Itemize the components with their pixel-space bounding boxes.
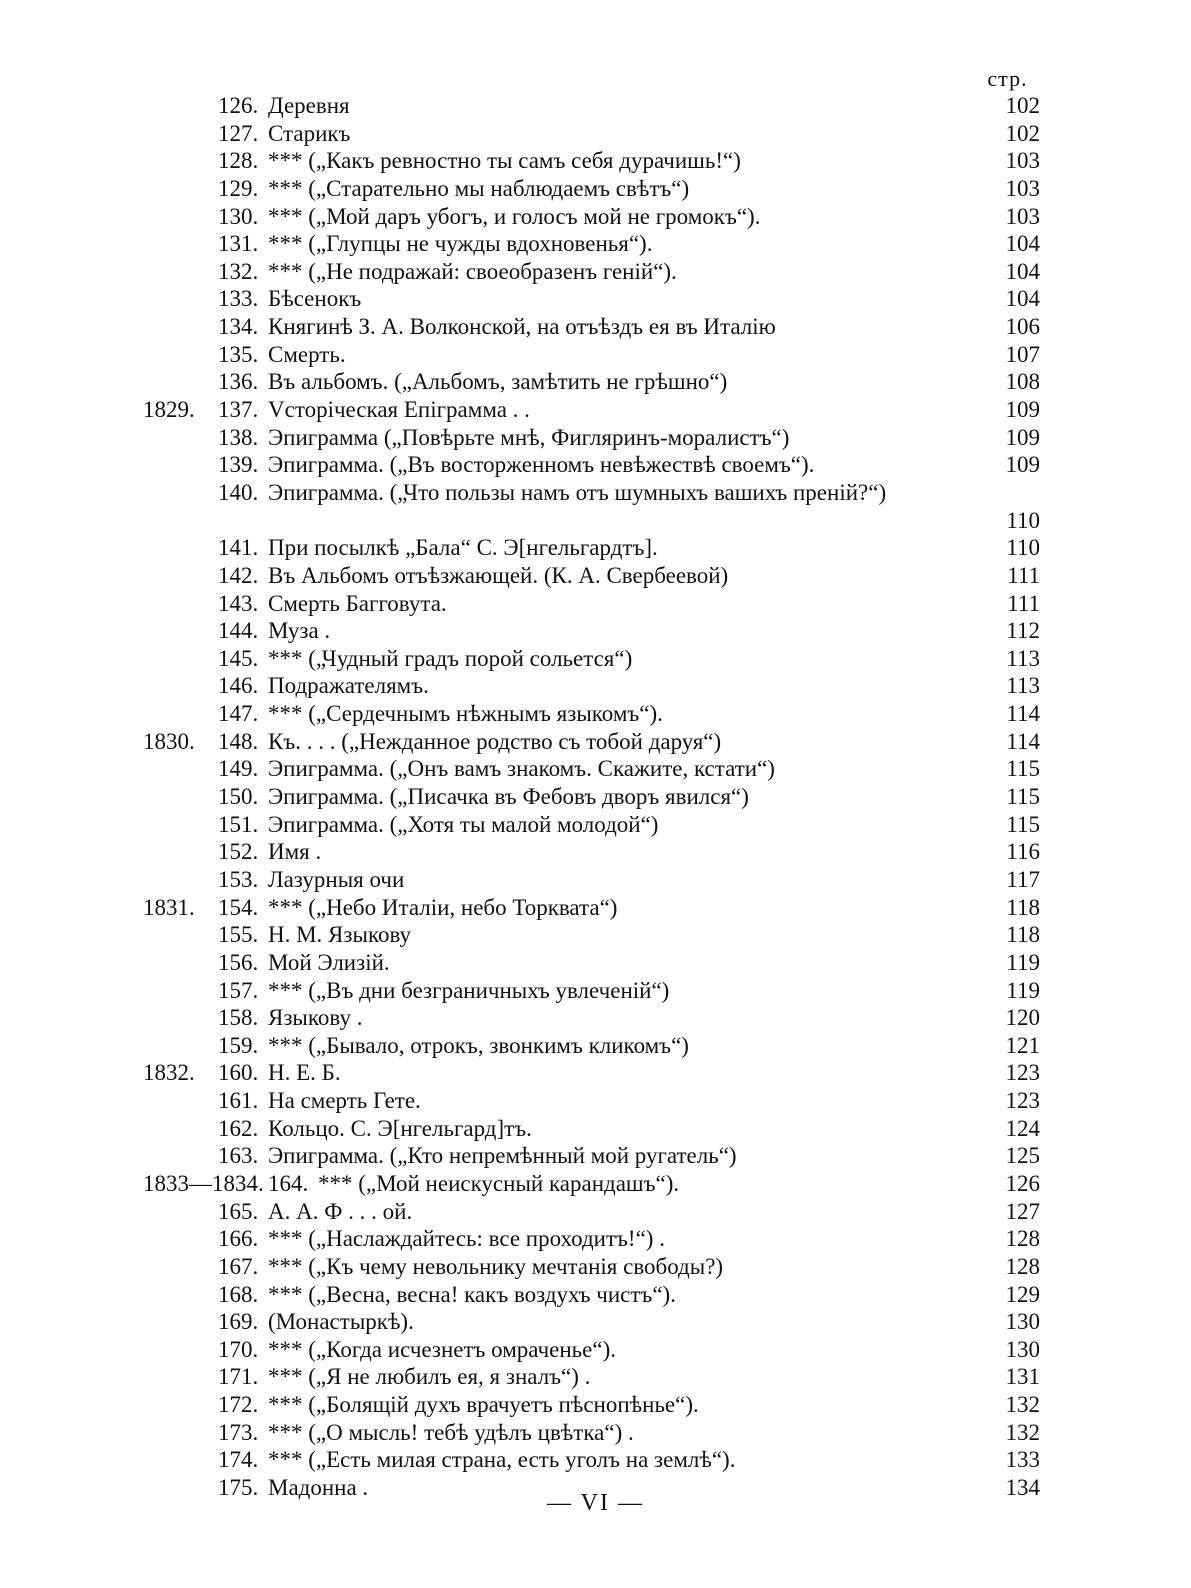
entry-title: При посылкѣ „Бала“ С. Э[нгельгардтъ]. xyxy=(268,535,658,561)
entry-year: 1832. xyxy=(143,1060,195,1086)
entry-number: 165. xyxy=(218,1198,259,1224)
entry-title: *** („Мой неискусный карандашъ“). xyxy=(318,1171,680,1196)
entry-title: Лазурныя очи xyxy=(268,866,405,892)
entry-number: 153. xyxy=(218,866,259,892)
toc-entry xyxy=(0,1363,1191,1391)
entry-number: 169. xyxy=(218,1309,259,1335)
toc-entry xyxy=(0,451,1191,479)
entry-number: 162. xyxy=(218,1115,259,1141)
entry-number: 140. xyxy=(218,479,259,505)
entry-title: Н. М. Языкову xyxy=(268,922,412,948)
toc-entry xyxy=(0,230,1191,258)
entry-number: 154. xyxy=(218,894,259,920)
entry-page-number: 133 xyxy=(1005,1447,1040,1473)
entry-page-number: 119 xyxy=(1006,977,1040,1003)
entry-number: 141. xyxy=(218,535,259,561)
toc-list xyxy=(0,92,1191,1502)
entry-number: 172. xyxy=(218,1392,259,1418)
entry-title: *** („Къ чему невольнику мечтанія свободы?) xyxy=(268,1253,724,1279)
entry-title: *** („Когда исчезнетъ омраченье“). xyxy=(268,1336,616,1362)
entry-page-number: 114 xyxy=(1006,728,1040,754)
toc-entry xyxy=(0,1225,1191,1253)
entry-page-number: 115 xyxy=(1006,784,1040,810)
entry-page-number: 110 xyxy=(1006,507,1040,533)
entry-page-number: 103 xyxy=(1005,175,1040,201)
entry-page-number: 123 xyxy=(1005,1060,1040,1086)
toc-entry xyxy=(0,1336,1191,1364)
entry-title: *** („Весна, весна! какъ воздухъ чистъ“). xyxy=(268,1281,676,1307)
toc-entry xyxy=(0,120,1191,148)
entry-number: 146. xyxy=(218,673,259,699)
toc-entry xyxy=(0,866,1191,894)
entry-page-number: 112 xyxy=(1006,618,1040,644)
entry-page-number: 103 xyxy=(1005,148,1040,174)
entry-number: 138. xyxy=(218,424,259,450)
entry-title: *** („Сердечнымъ нѣжнымъ языкомъ“). xyxy=(268,701,663,727)
entry-page-number: 124 xyxy=(1005,1115,1040,1141)
entry-page-number: 109 xyxy=(1005,397,1040,423)
toc-entry xyxy=(0,645,1191,673)
entry-number: 168. xyxy=(218,1281,259,1307)
entry-title: *** („О мысль! тебѣ удѣлъ цвѣтка“) . xyxy=(268,1419,634,1445)
toc-entry xyxy=(0,203,1191,231)
entry-title: Vсторіческая Епіграмма . . xyxy=(268,397,530,423)
entry-number: 139. xyxy=(218,452,259,478)
entry-title: Эпиграмма. („Писачка въ Фебовъ дворъ явился“) xyxy=(268,784,749,810)
entry-page-number: 109 xyxy=(1005,424,1040,450)
entry-title: *** („Не подражай: своеобразенъ геній“). xyxy=(268,258,677,284)
entry-title: *** („Наслаждайтесь: все проходитъ!“) . xyxy=(268,1226,665,1252)
entry-title: *** („Старательно мы наблюдаемъ свѣтъ“) xyxy=(268,175,690,201)
toc-entry xyxy=(0,562,1191,590)
entry-page-number: 102 xyxy=(1005,120,1040,146)
entry-number: 134. xyxy=(218,314,259,340)
page-column-label: стр. xyxy=(987,66,1028,91)
entry-number: 160. xyxy=(218,1060,259,1086)
entry-page-number: 119 xyxy=(1006,949,1040,975)
toc-entry xyxy=(0,1446,1191,1474)
entry-title: Смерть. xyxy=(268,341,346,367)
entry-title: Смерть Багговута. xyxy=(268,590,447,616)
entry-title: *** („Небо Италіи, небо Торквата“) xyxy=(268,894,618,920)
toc-entry xyxy=(0,949,1191,977)
entry-number: 163. xyxy=(218,1143,259,1169)
entry-page-number: 132 xyxy=(1005,1392,1040,1418)
entry-title: Кольцо. С. Э[нгельгард]тъ. xyxy=(268,1115,532,1141)
entry-title: Старикъ xyxy=(268,120,351,146)
entry-title: Мадонна . xyxy=(268,1475,369,1501)
entry-page-number: 129 xyxy=(1005,1281,1040,1307)
entry-title: *** („Бывало, отрокъ, звонкимъ кликомъ“) xyxy=(268,1032,689,1058)
entry-page-number: 110 xyxy=(1006,535,1040,561)
entry-number: 143. xyxy=(218,590,259,616)
entry-title: Муза . xyxy=(268,618,331,644)
toc-entry xyxy=(0,175,1191,203)
toc-entry xyxy=(0,92,1191,120)
entry-page-number: 109 xyxy=(1005,452,1040,478)
entry-number: 130. xyxy=(218,203,259,229)
entry-title: Княгинѣ З. А. Волконской, на отъѣздъ ея въ Италію xyxy=(268,314,776,340)
entry-number: 159. xyxy=(218,1032,259,1058)
toc-entry xyxy=(0,258,1191,286)
toc-entry xyxy=(0,1281,1191,1309)
entry-number: 164. xyxy=(268,1171,309,1196)
entry-title: Въ альбомъ. („Альбомъ, замѣтить не грѣшно“) xyxy=(268,369,728,395)
entry-year: 1831. xyxy=(143,894,195,920)
entry-page-number: 104 xyxy=(1005,286,1040,312)
entry-title: Подражателямъ. xyxy=(268,673,429,699)
entry-page-number: 126 xyxy=(1005,1171,1040,1196)
entry-number: 132. xyxy=(218,258,259,284)
entry-title: *** („Какъ ревностно ты самъ себя дурачишь!“) xyxy=(268,148,741,174)
entry-number: 145. xyxy=(218,645,259,671)
toc-entry xyxy=(0,147,1191,175)
page-folio: — VI — xyxy=(547,1490,644,1516)
entry-page-number: 127 xyxy=(1005,1198,1040,1224)
entry-title: Эпиграмма. („Кто непремѣнный мой ругатель“) xyxy=(268,1143,737,1169)
entry-page-number: 118 xyxy=(1006,894,1040,920)
toc-entry xyxy=(0,1032,1191,1060)
entry-title: Въ Альбомъ отъѣзжающей. (К. А. Свербеевой) xyxy=(268,562,729,588)
entry-number: 137. xyxy=(218,397,259,423)
entry-number: 155. xyxy=(218,922,259,948)
entry-title: Эпиграмма („Повѣрьте мнѣ, Фигляринъ-моралистъ“) xyxy=(268,424,790,450)
entry-title: Бѣсенокъ xyxy=(268,286,362,312)
entry-number: 133. xyxy=(218,286,259,312)
entry-page-number: 130 xyxy=(1005,1336,1040,1362)
entry-title: *** („Чудный градъ порой сольется“) xyxy=(268,645,633,671)
entry-number: 156. xyxy=(218,949,259,975)
entry-title: Къ. . . . („Нежданное родство съ тобой даруя“) xyxy=(268,728,722,754)
entry-number: 149. xyxy=(218,756,259,782)
entry-number: 170. xyxy=(218,1336,259,1362)
toc-entry xyxy=(0,1004,1191,1032)
entry-page-number: 128 xyxy=(1005,1226,1040,1252)
entry-title: Эпиграмма. („Что пользы намъ отъ шумныхъ вашихъ преній?“) xyxy=(268,479,887,505)
entry-year: 1830. xyxy=(143,728,195,754)
toc-entry xyxy=(0,838,1191,866)
entry-title: Эпиграмма. („Хотя ты малой молодой“) xyxy=(268,811,659,837)
entry-page-number: 102 xyxy=(1005,93,1040,118)
entry-number: 147. xyxy=(218,701,259,727)
entry-number: 161. xyxy=(218,1088,259,1114)
entry-number: 157. xyxy=(218,977,259,1003)
entry-page-number: 108 xyxy=(1005,369,1040,395)
toc-entry xyxy=(0,617,1191,645)
toc-entry xyxy=(0,396,1191,424)
entry-page-number: 113 xyxy=(1006,645,1040,671)
entry-number: 158. xyxy=(218,1005,259,1031)
toc-entry xyxy=(0,728,1191,756)
toc-entry xyxy=(0,368,1191,396)
entry-number: 131. xyxy=(218,231,259,257)
entry-number: 150. xyxy=(218,784,259,810)
toc-entry xyxy=(0,977,1191,1005)
entry-title: *** („Въ дни безграничныхъ увлеченій“) xyxy=(268,977,670,1003)
entry-page-number: 120 xyxy=(1005,1005,1040,1031)
entry-page-number: 116 xyxy=(1006,839,1040,865)
entry-page-number: 103 xyxy=(1005,203,1040,229)
toc-entry xyxy=(0,1115,1191,1143)
entry-year: 1829. xyxy=(143,397,195,423)
entry-page-number: 107 xyxy=(1005,341,1040,367)
entry-number: 136. xyxy=(218,369,259,395)
entry-page-number: 117 xyxy=(1006,866,1040,892)
toc-entry xyxy=(0,1419,1191,1447)
entry-page-number: 128 xyxy=(1005,1253,1040,1279)
entry-page-number: 115 xyxy=(1006,756,1040,782)
entry-title: Н. Е. Б. xyxy=(268,1060,341,1086)
entry-number: 128. xyxy=(218,148,259,174)
entry-title: А. А. Ф . . . ой. xyxy=(268,1198,413,1224)
entry-number: 135. xyxy=(218,341,259,367)
toc-entry xyxy=(0,1198,1191,1226)
toc-entry xyxy=(0,921,1191,949)
toc-entry xyxy=(0,285,1191,313)
entry-number: 144. xyxy=(218,618,259,644)
entry-number: 148. xyxy=(218,728,259,754)
toc-entry xyxy=(0,1142,1191,1170)
entry-title: *** („Болящій духъ врачуетъ пѣснопѣнье“). xyxy=(268,1392,699,1418)
entry-number: 151. xyxy=(218,811,259,837)
toc-entry xyxy=(0,1308,1191,1336)
entry-number: 127. xyxy=(218,120,259,146)
toc-entry xyxy=(0,534,1191,562)
toc-entry xyxy=(0,341,1191,369)
toc-entry xyxy=(0,672,1191,700)
entry-number: 171. xyxy=(218,1364,259,1390)
toc-entry xyxy=(0,479,1191,534)
entry-page-number: 125 xyxy=(1005,1143,1040,1169)
toc-entry xyxy=(0,1391,1191,1419)
entry-title: *** („Я не любилъ ея, я зналъ“) . xyxy=(268,1364,591,1390)
toc-entry xyxy=(0,700,1191,728)
toc-entry xyxy=(0,755,1191,783)
entry-number: 152. xyxy=(218,839,259,865)
toc-entry xyxy=(0,1170,1191,1198)
entry-number: 126. xyxy=(218,93,259,118)
entry-title: На смерть Гете. xyxy=(268,1088,421,1114)
toc-entry xyxy=(0,1087,1191,1115)
entry-title: Эпиграмма. („Онъ вамъ знакомъ. Скажите, кстати“) xyxy=(268,756,775,782)
entry-page-number: 134 xyxy=(1005,1475,1040,1501)
entry-page-number: 104 xyxy=(1005,258,1040,284)
entry-page-number: 114 xyxy=(1006,701,1040,727)
toc-entry xyxy=(0,811,1191,839)
entry-title: *** („Есть милая страна, есть уголъ на землѣ“). xyxy=(268,1447,736,1473)
entry-page-number: 106 xyxy=(1005,314,1040,340)
toc-entry xyxy=(0,590,1191,618)
entry-number: 175. xyxy=(218,1475,259,1501)
entry-page-number: 130 xyxy=(1005,1309,1040,1335)
entry-title: (Монастыркѣ). xyxy=(268,1309,414,1335)
entry-title: Имя . xyxy=(268,839,322,865)
toc-entry xyxy=(0,313,1191,341)
toc-entry xyxy=(0,1059,1191,1087)
entry-title: *** („Глупцы не чужды вдохновенья“). xyxy=(268,231,653,257)
entry-number: 129. xyxy=(218,175,259,201)
entry-title: Мой Элизій. xyxy=(268,949,390,975)
entry-page-number: 111 xyxy=(1007,562,1040,588)
entry-number: 174. xyxy=(218,1447,259,1473)
entry-page-number: 111 xyxy=(1007,590,1040,616)
entry-title: Языкову . xyxy=(268,1005,363,1031)
entry-title: Деревня xyxy=(268,93,350,118)
entry-page-number: 115 xyxy=(1006,811,1040,837)
entry-title: *** („Мой даръ убогъ, и голосъ мой не громокъ“). xyxy=(268,203,761,229)
entry-page-number: 123 xyxy=(1005,1088,1040,1114)
entry-page-number: 118 xyxy=(1006,922,1040,948)
entry-page-number: 132 xyxy=(1005,1419,1040,1445)
toc-entry xyxy=(0,894,1191,922)
entry-title: Эпиграмма. („Въ восторженномъ невѣжествѣ своемъ“). xyxy=(268,452,815,478)
entry-year: 1833—1834. xyxy=(143,1171,264,1196)
entry-page-number: 131 xyxy=(1005,1364,1040,1390)
entry-number: 167. xyxy=(218,1253,259,1279)
toc-entry xyxy=(0,424,1191,452)
toc-entry xyxy=(0,1253,1191,1281)
entry-number: 142. xyxy=(218,562,259,588)
entry-page-number: 113 xyxy=(1006,673,1040,699)
toc-entry xyxy=(0,783,1191,811)
entry-page-number: 104 xyxy=(1005,231,1040,257)
entry-number: 166. xyxy=(218,1226,259,1252)
entry-number: 173. xyxy=(218,1419,259,1445)
entry-page-number: 121 xyxy=(1005,1032,1040,1058)
